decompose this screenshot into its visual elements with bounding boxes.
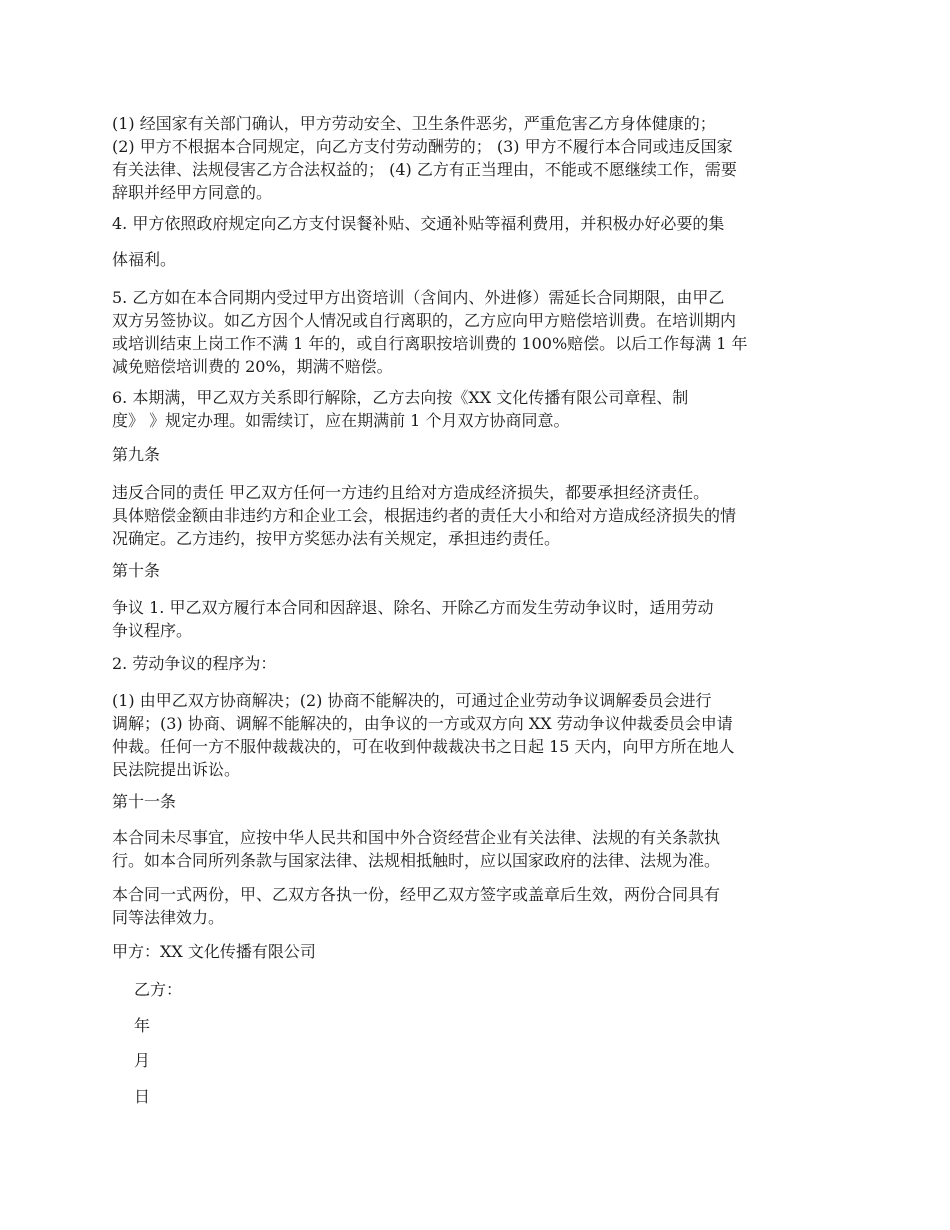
paragraph-clause-6: 6. 本期满，甲乙双方关系即行解除，乙方去向按《XX 文化传播有限公司章程、制 度》 》规定办理。如需续订，应在期满前 1 个月双方协商同意。 bbox=[112, 388, 689, 430]
signature-day: 日 bbox=[134, 1087, 151, 1106]
heading-article-9: 第九条 bbox=[112, 445, 161, 464]
paragraph-clause-4: 4. 甲方依照政府规定向乙方支付误餐补贴、交通补贴等福利费用，并积极办好必要的集 bbox=[112, 214, 725, 233]
signature-month: 月 bbox=[134, 1051, 151, 1070]
party-a-signature: 甲方：XX 文化传播有限公司 bbox=[112, 942, 316, 961]
paragraph-dispute-2: 2. 劳动争议的程序为： bbox=[112, 654, 277, 673]
paragraph-breach-liability: 违反合同的责任 甲乙双方任何一方违约且给对方造成经济损失，都要承担经济责任。 具体赔偿金额由非违约方和企业工会，根据违约者的责任大小和给对方造成经济损失的情 况确定。乙方违约，按甲方奖惩办法有关规定，承担违约责任。 bbox=[112, 483, 737, 548]
heading-article-11: 第十一条 bbox=[112, 792, 177, 811]
paragraph-termination-conditions: (1) 经国家有关部门确认，甲方劳动安全、卫生条件恶劣，严重危害乙方身体健康的； (2) 甲方不根据本合同规定，向乙方支付劳动酬劳的； (3) 甲方不履行本合同或违反国家 有关法律、法规侵害乙方合法权益的； (4) 乙方有正当理由，不能或不愿继续工作，需要 辞职并经甲方同意的。 bbox=[112, 114, 737, 202]
party-b-signature: 乙方： bbox=[134, 980, 183, 999]
paragraph-unresolved-matters: 本合同未尽事宜，应按中华人民共和国中外合资经营企业有关法律、法规的有关条款执 行。如本合同所列条款与国家法律、法规相抵触时，应以国家政府的法律、法规为准。 bbox=[112, 828, 721, 870]
signature-year: 年 bbox=[134, 1016, 151, 1035]
paragraph-copies: 本合同一式两份，甲、乙双方各执一份，经甲乙双方签字或盖章后生效，两份合同具有 同等法律效力。 bbox=[112, 885, 721, 927]
paragraph-dispute-1: 争议 1. 甲乙双方履行本合同和因辞退、除名、开除乙方而发生劳动争议时，适用劳动 争议程序。 bbox=[112, 598, 714, 640]
heading-article-10: 第十条 bbox=[112, 561, 161, 580]
paragraph-dispute-procedure: (1) 由甲乙双方协商解决；(2) 协商不能解决的，可通过企业劳动争议调解委员会进行 调解；(3) 协商、调解不能解决的，由争议的一方或双方向 XX 劳动争议仲裁委员会申请 仲裁。任何一方不服仲裁裁决的，可在收到仲裁裁决书之日起 15 天内，向甲方所在地人 民法院提出诉讼。 bbox=[112, 691, 735, 779]
paragraph-clause-4-continued: 体福利。 bbox=[112, 250, 177, 269]
paragraph-clause-5: 5. 乙方如在本合同期内受过甲方出资培训（含间内、外进修）需延长合同期限，由甲乙 双方另签协议。如乙方因个人情况或自行离职的，乙方应向甲方赔偿培训费。在培训期内 或培训结束上岗工作不满 1 年的，或自行离职按培训费的 100%赔偿。以后工作每满 1 年 减免赔偿培训费的 20%，期满不赔偿。 bbox=[112, 288, 748, 376]
